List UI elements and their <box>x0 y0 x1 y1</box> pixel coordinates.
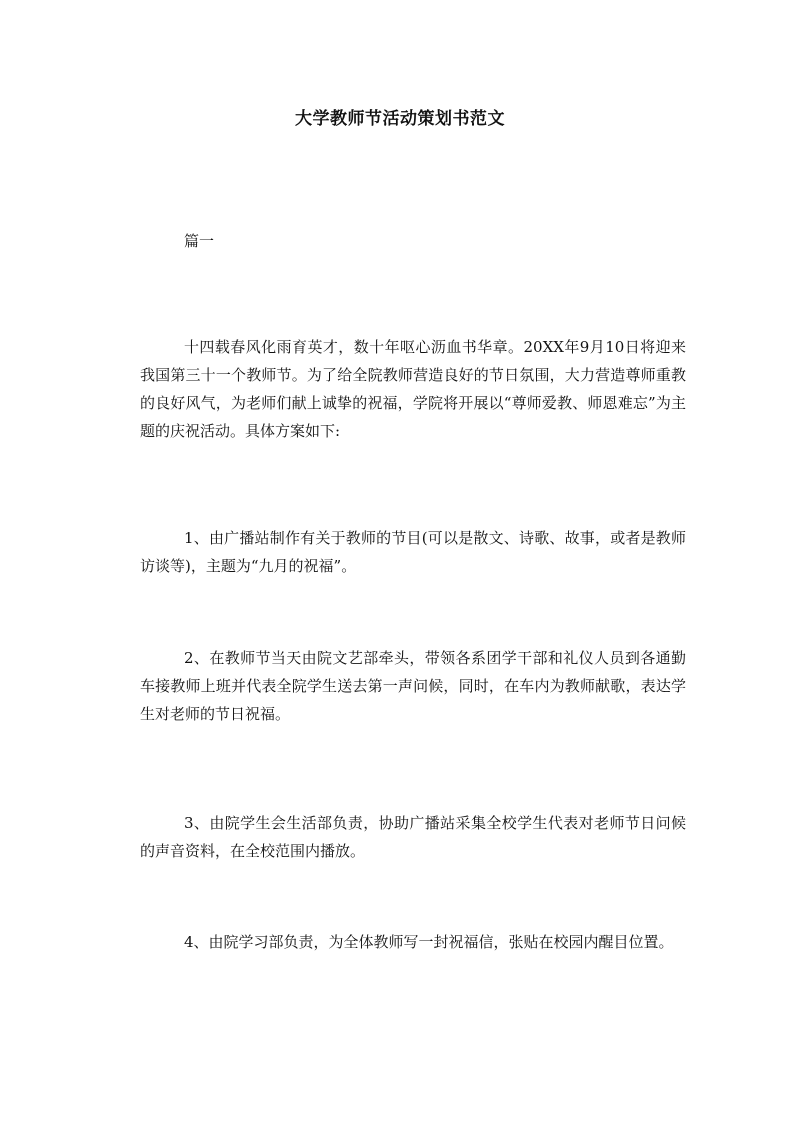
paragraph-item-3: 3、由院学生会生活部负责，协助广播站采集全校学生代表对老师节日问候的声音资料，在全校范围内播放。 <box>140 814 686 860</box>
paragraph-item-2: 2、在教师节当天由院文艺部牵头，带领各系团学干部和礼仪人员到各通勤车接教师上班并代表全院学生送去第一声问候，同时，在车内为教师献歌，表达学生对老师的节日祝福。 <box>140 649 686 723</box>
section-label: 篇一 <box>184 232 215 250</box>
paragraph-item-4: 4、由院学习部负责，为全体教师写一封祝福信，张贴在校园内醒目位置。 <box>184 933 674 951</box>
document-title: 大学教师节活动策划书范文 <box>295 109 505 129</box>
paragraph-intro: 十四载春风化雨育英才，数十年呕心沥血书华章。20XX年9月10日将迎来我国第三十一个教师节。为了给全院教师营造良好的节日氛围，大力营造尊师重教的良好风气，为老师们献上诚挚的祝福，学院将开展以“尊师爱教、师恩难忘”为主题的庆祝活动。具体方案如下: <box>140 338 686 440</box>
paragraph-item-1: 1、由广播站制作有关于教师的节目(可以是散文、诗歌、故事，或者是教师访谈等)，主题为“九月的祝福”。 <box>140 529 686 575</box>
